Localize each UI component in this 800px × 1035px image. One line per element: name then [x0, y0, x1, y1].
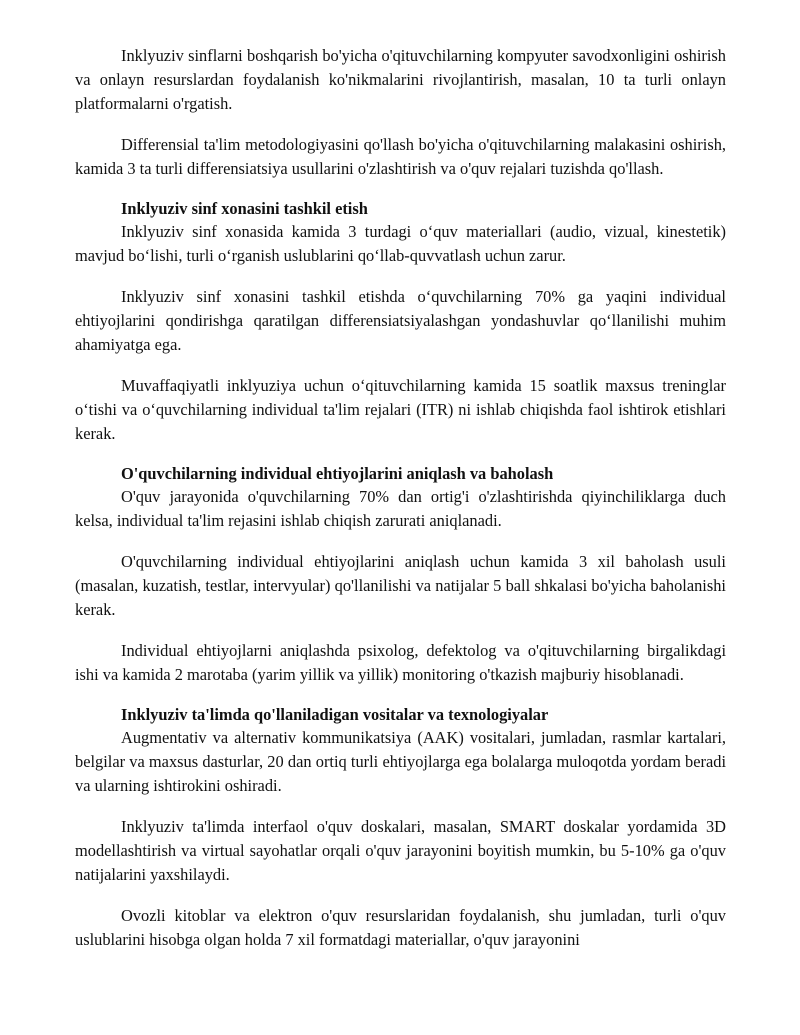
paragraph-learning-materials: Inklyuziv sinf xonasida kamida 3 turdagi o‘quv materiallari (audio, vizual, kinestetik) mavjud bo‘lishi, turli o‘rganish uslublarini qo‘llab-quvvatlash uchun zarur.: [75, 222, 726, 265]
paragraph-audio-books: Ovozli kitoblar va elektron o'quv resurslaridan foydalanish, shu jumladan, turli o'quv uslublarini hisobga olgan holda 7 xil formatdagi materiallar, o'quv jarayonini: [75, 906, 726, 949]
paragraph-aac-tools: Augmentativ va alternativ kommunikatsiya (AAK) vositalari, jumladan, rasmlar kartalari, belgilar va maxsus dasturlar, 20 dan ortiq turli ehtiyojlarga ega bolalarga muloqotda yordam beradi va ularning ishtirokini oshiradi.: [75, 728, 726, 795]
heading-individual-needs: O'quvchilarning individual ehtiyojlarini aniqlash va baholash: [121, 464, 554, 483]
heading-inclusive-classroom: Inklyuziv sinf xonasini tashkil etish: [121, 199, 368, 218]
paragraph-individual-plan: O'quv jarayonida o'quvchilarning 70% dan ortig'i o'zlashtirishda qiyinchiliklarga duch kelsa, individual ta'lim rejasini ishlab chiqish zarurati aniqlanadi.: [75, 487, 726, 530]
paragraph-differentiated-approaches: Inklyuziv sinf xonasini tashkil etishda o‘quvchilarning 70% ga yaqini individual ehtiyojlarini qondirishga qaratilgan differensiatsiyalashgan yondashuvlar qo‘llanilishi muhim ahamiyatga ega.: [75, 287, 726, 354]
document-page: [75, 44, 726, 952]
paragraph-monitoring: Individual ehtiyojlarni aniqlashda psixolog, defektolog va o'qituvchilarning birgalikdagi ishi va kamida 2 marotaba (yarim yillik va yillik) monitoring o'tkazish majburiy hisoblanadi.: [75, 641, 726, 684]
paragraph-teacher-training: Muvaffaqiyatli inklyuziya uchun o‘qituvchilarning kamida 15 soatlik maxsus treninglar o‘tishi va o‘quvchilarning individual ta'lim rejalari (ITR) ni ishlab chiqishda faol ishtirok etishlari kerak.: [75, 376, 726, 443]
paragraph-assessment-methods: O'quvchilarning individual ehtiyojlarini aniqlash uchun kamida 3 xil baholash usuli (masalan, kuzatish, testlar, intervyular) qo'llanilishi va natijalar 5 ball shkalasi bo'yicha baholanishi kerak.: [75, 552, 726, 619]
paragraph-differential-education: Differensial ta'lim metodologiyasini qo'llash bo'yicha o'qituvchilarning malakasini oshirish, kamida 3 ta turli differensiatsiya usullarini o'zlashtirish va o'quv rejalari tuzishda qo'llash.: [75, 135, 726, 178]
paragraph-interactive-boards: Inklyuziv ta'limda interfaol o'quv doskalari, masalan, SMART doskalar yordamida 3D modellashtirish va virtual sayohatlar orqali o'quv jarayonini boyitish mumkin, bu 5-10% ga o'quv natijalarini yaxshilaydi.: [75, 817, 726, 884]
paragraph-computer-literacy: Inklyuziv sinflarni boshqarish bo'yicha o'qituvchilarning kompyuter savodxonligini oshirish va onlayn resurslardan foydalanish ko'nikmalarini rivojlantirish, masalan, 10 ta turli onlayn platformalarni o'rgatish.: [75, 46, 726, 113]
heading-tools-technologies: Inklyuziv ta'limda qo'llaniladigan vositalar va texnologiyalar: [121, 705, 549, 724]
